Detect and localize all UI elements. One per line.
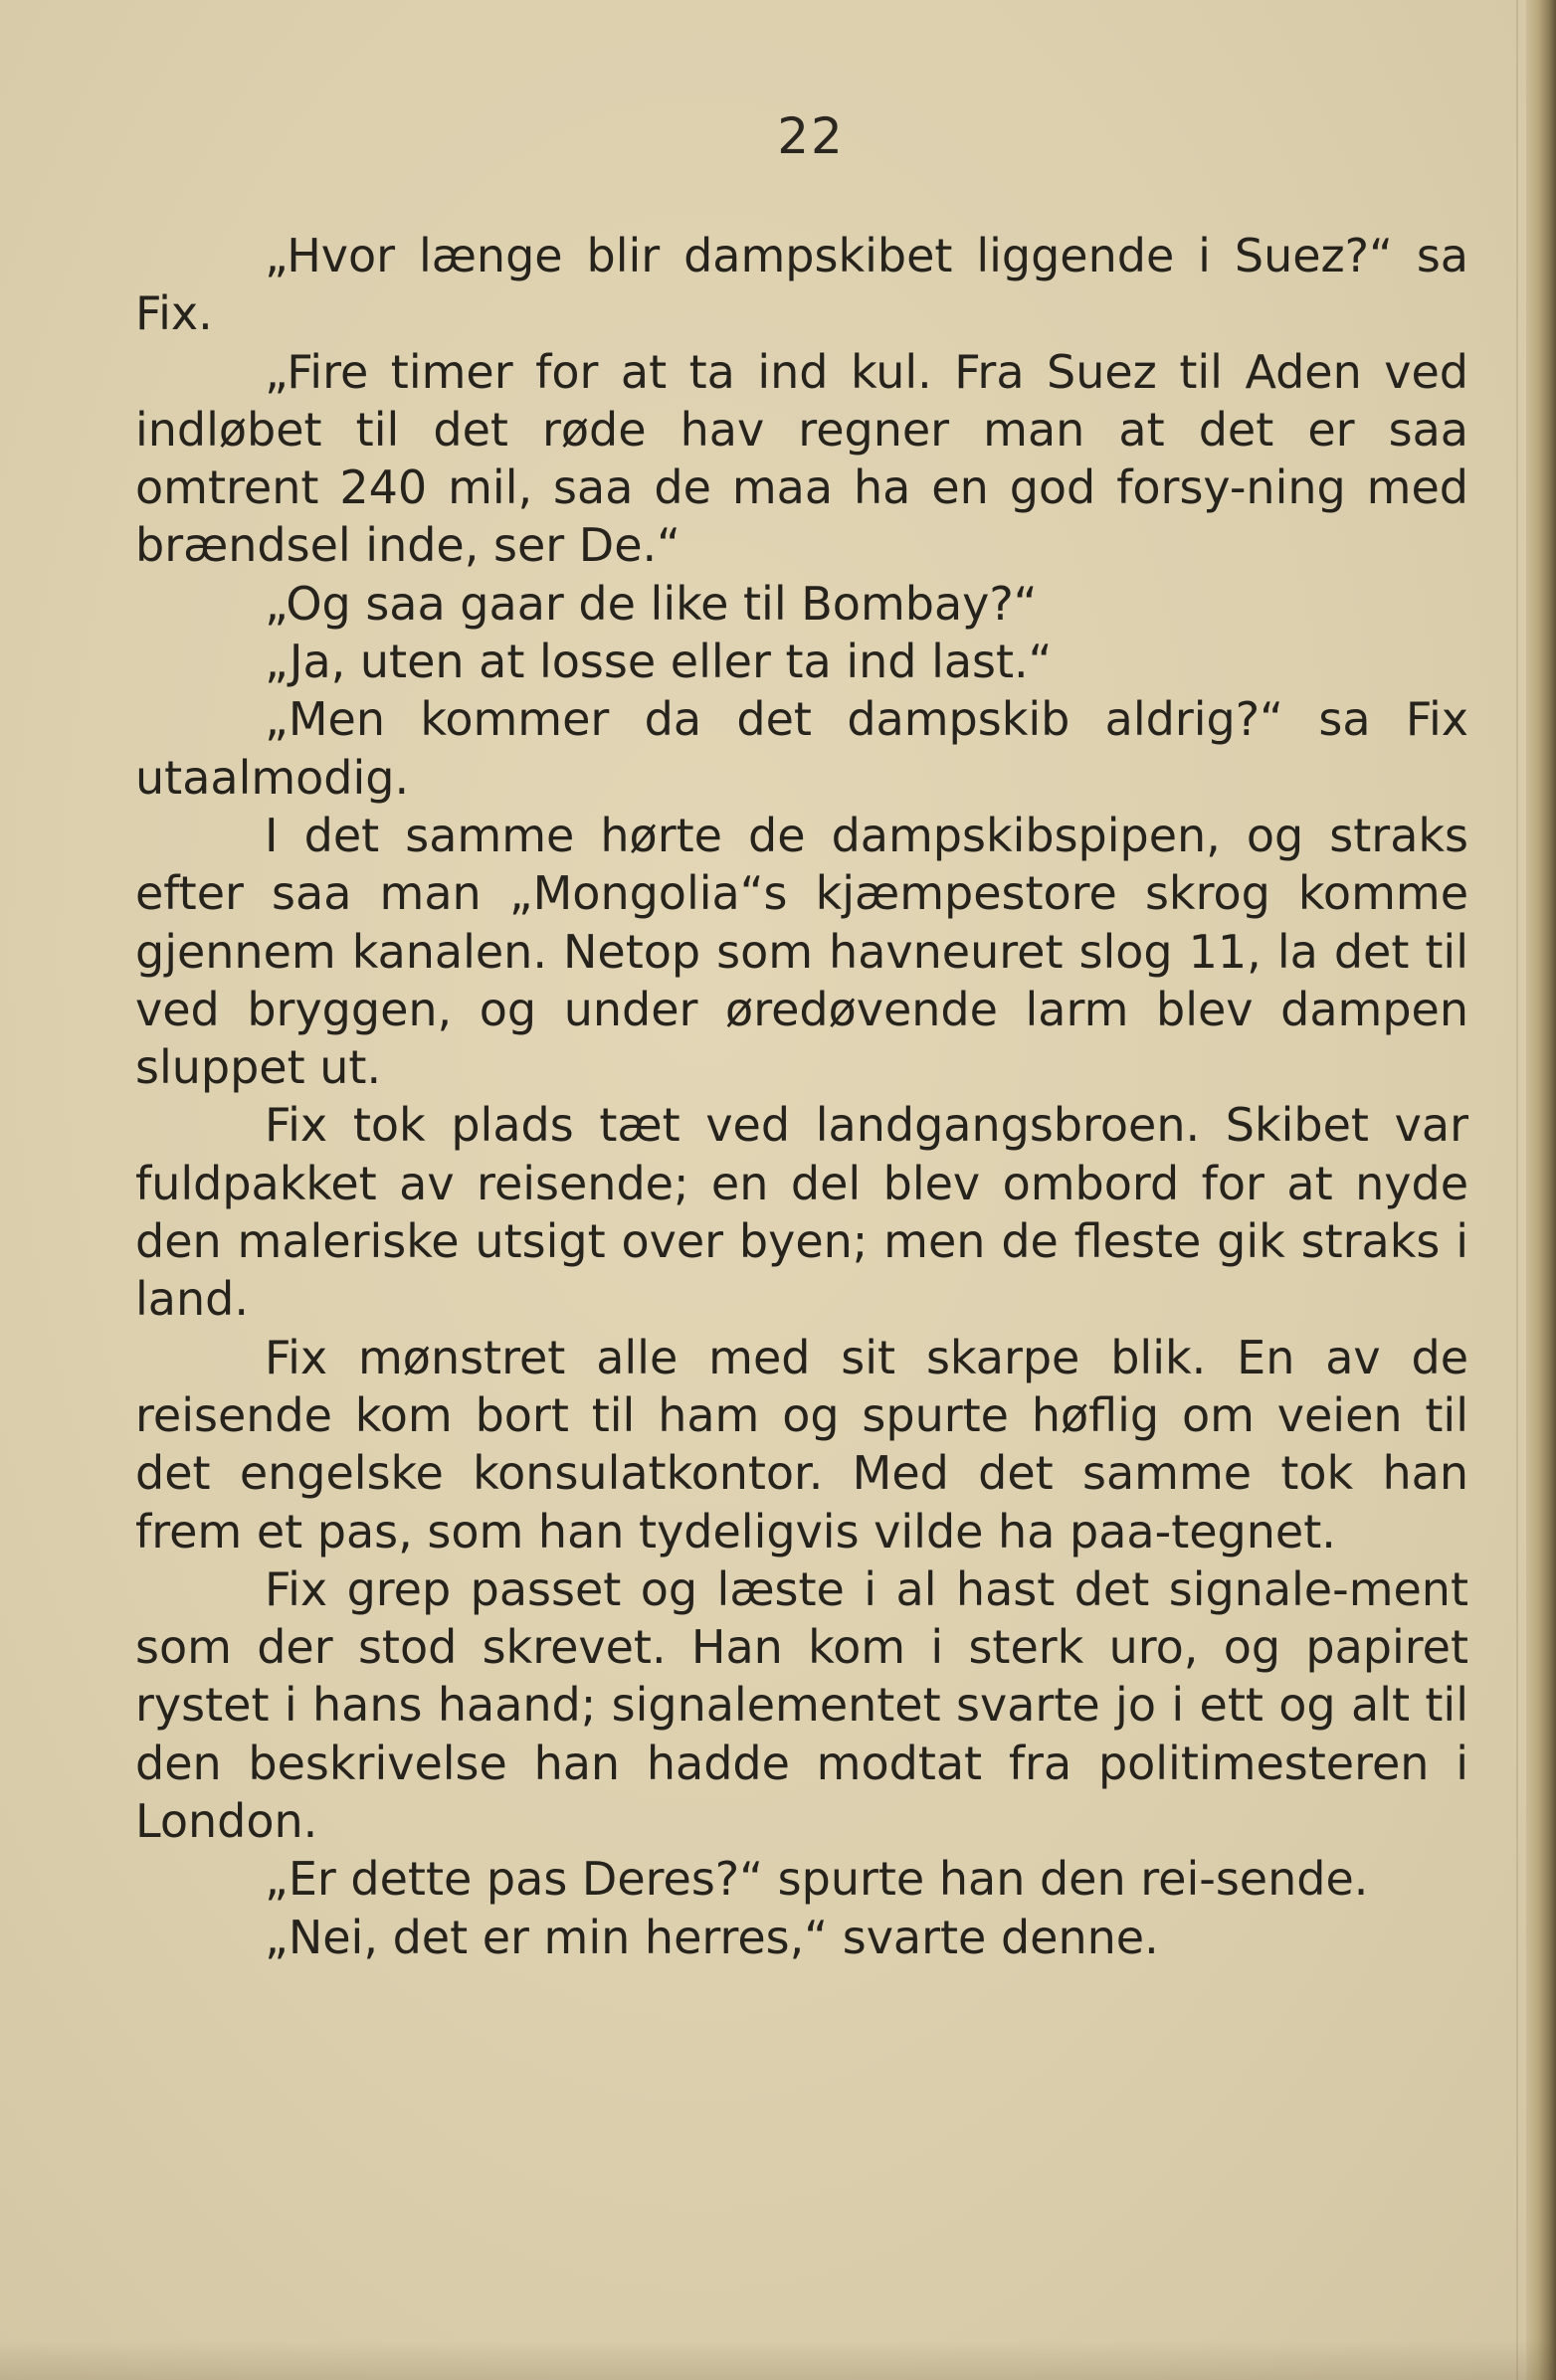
paragraph: Fix mønstret alle med sit skarpe blik. En av de reisende kom bort til ham og spurte høflig om veien til det engelske konsulatkontor. Med det samme tok han frem et pas, som han tydeligvis vilde ha paa-tegnet.: [135, 1330, 1468, 1558]
paragraph: Fix tok plads tæt ved landgangsbroen. Skibet var fuldpakket av reisende; en del blev ombord for at nyde den maleriske utsigt over byen; men de fleste gik straks i land.: [135, 1098, 1468, 1327]
paragraph: „Og saa gaar de like til Bombay?“: [265, 576, 1038, 631]
page-number: 22: [777, 107, 845, 165]
body-text: [135, 227, 1468, 1966]
paragraph: „Men kommer da det dampskib aldrig?“ sa Fix utaalmodig.: [135, 692, 1468, 805]
paragraph: Fix grep passet og læste i al hast det signale-ment som der stod skrevet. Han kom i sterk uro, og papiret rystet i hans haand; signalementet svarte jo i ett og alt til den beskrivelse han hadde modtat fra politimesteren i London.: [135, 1561, 1468, 1849]
bottom-shadow: [0, 2340, 1556, 2380]
paragraph: „Ja, uten at losse eller ta ind last.“: [265, 635, 1053, 689]
paragraph: „Er dette pas Deres?“ spurte han den rei-sende.: [265, 1852, 1369, 1907]
paragraph: „Hvor længe blir dampskibet liggende i Suez?“ sa Fix.: [135, 229, 1468, 341]
paragraph: I det samme hørte de dampskibspipen, og straks efter saa man „Mongolia“s kjæmpestore skrog komme gjennem kanalen. Netop som havneuret slog 11, la det til ved bryggen, og under øredøvende larm blev dampen sluppet ut.: [135, 808, 1468, 1095]
page-edge: [1526, 0, 1556, 2380]
paragraph: „Nei, det er min herres,“ svarte denne.: [265, 1910, 1159, 1964]
paragraph: „Fire timer for at ta ind kul. Fra Suez til Aden ved indløbet til det røde hav regner man at det er saa omtrent 240 mil, saa de maa ha en god forsy-ning med brændsel inde, ser De.“: [135, 344, 1468, 573]
page-edge-line: [1516, 0, 1518, 2380]
